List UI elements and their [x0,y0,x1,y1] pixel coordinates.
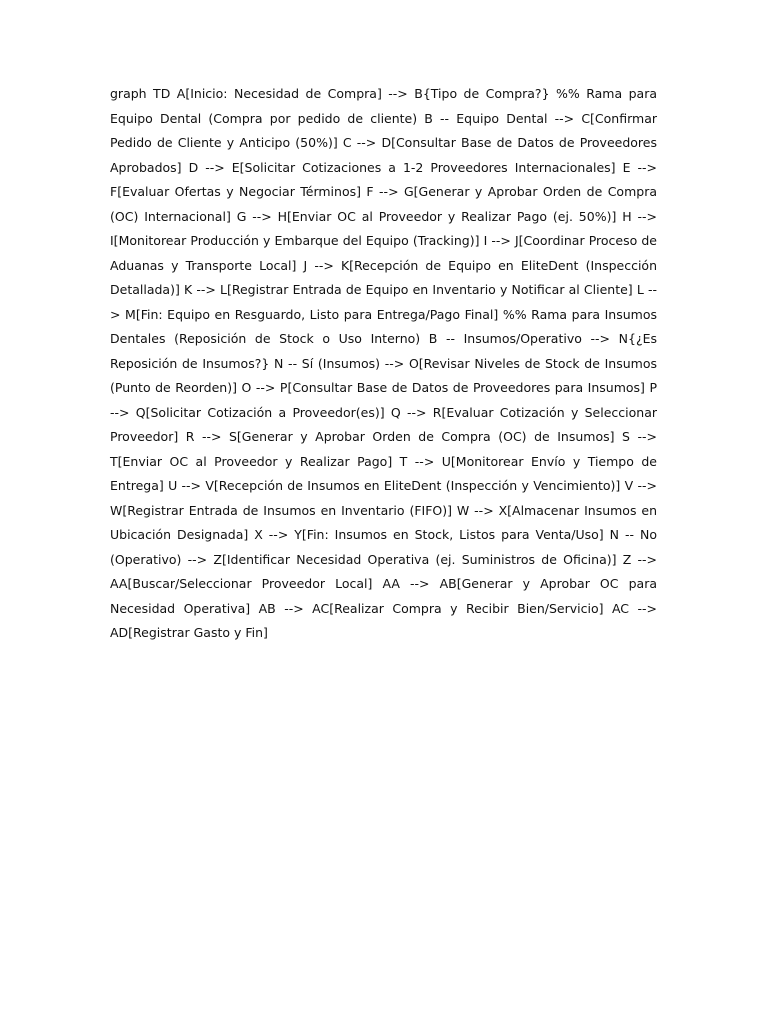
document-body [110,82,657,646]
mermaid-flowchart-text: graph TD A[Inicio: Necesidad de Compra] --> B{Tipo de Compra?} %% Rama para Equipo Dental (Compra por pedido de cliente) B -- Equipo Dental --> C[Confirmar Pedido de Cliente y Anticipo (50%)] C --> D[Consultar Base de Datos de Proveedores Aprobados] D --> E[Solicitar Cotizaciones a 1-2 Proveedores Internacionales] E --> F[Evaluar Ofertas y Negociar Términos] F --> G[Generar y Aprobar Orden de Compra (OC) Internacional] G --> H[Enviar OC al Proveedor y Realizar Pago (ej. 50%)] H --> I[Monitorear Producción y Embarque del Equipo (Tracking)] I --> J[Coordinar Proceso de Aduanas y Transporte Local] J --> K[Recepción de Equipo en EliteDent (Inspección Detallada)] K --> L[Registrar Entrada de Equipo en Inventario y Notificar al Cliente] L --> M[Fin: Equipo en Resguardo, Listo para Entrega/Pago Final] %% Rama para Insumos Dentales (Reposición de Stock o Uso Interno) B -- Insumos/Operativo --> N{¿Es Reposición de Insumos?} N -- Sí (Insumos) --> O[Revisar Niveles de Stock de Insumos (Punto de Reorden)] O --> P[Consultar Base de Datos de Proveedores para Insumos] P --> Q[Solicitar Cotización a Proveedor(es)] Q --> R[Evaluar Cotización y Seleccionar Proveedor] R --> S[Generar y Aprobar Orden de Compra (OC) de Insumos] S --> T[Enviar OC al Proveedor y Realizar Pago] T --> U[Monitorear Envío y Tiempo de Entrega] U --> V[Recepción de Insumos en EliteDent (Inspección y Vencimiento)] V --> W[Registrar Entrada de Insumos en Inventario (FIFO)] W --> X[Almacenar Insumos en Ubicación Designada] X --> Y[Fin: Insumos en Stock, Listos para Venta/Uso] N -- No (Operativo) --> Z[Identificar Necesidad Operativa (ej. Suministros de Oficina)] Z --> AA[Buscar/Seleccionar Proveedor Local] AA --> AB[Generar y Aprobar OC para Necesidad Operativa] AB --> AC[Realizar Compra y Recibir Bien/Servicio] AC --> AD[Registrar Gasto y Fin] [110,86,657,640]
